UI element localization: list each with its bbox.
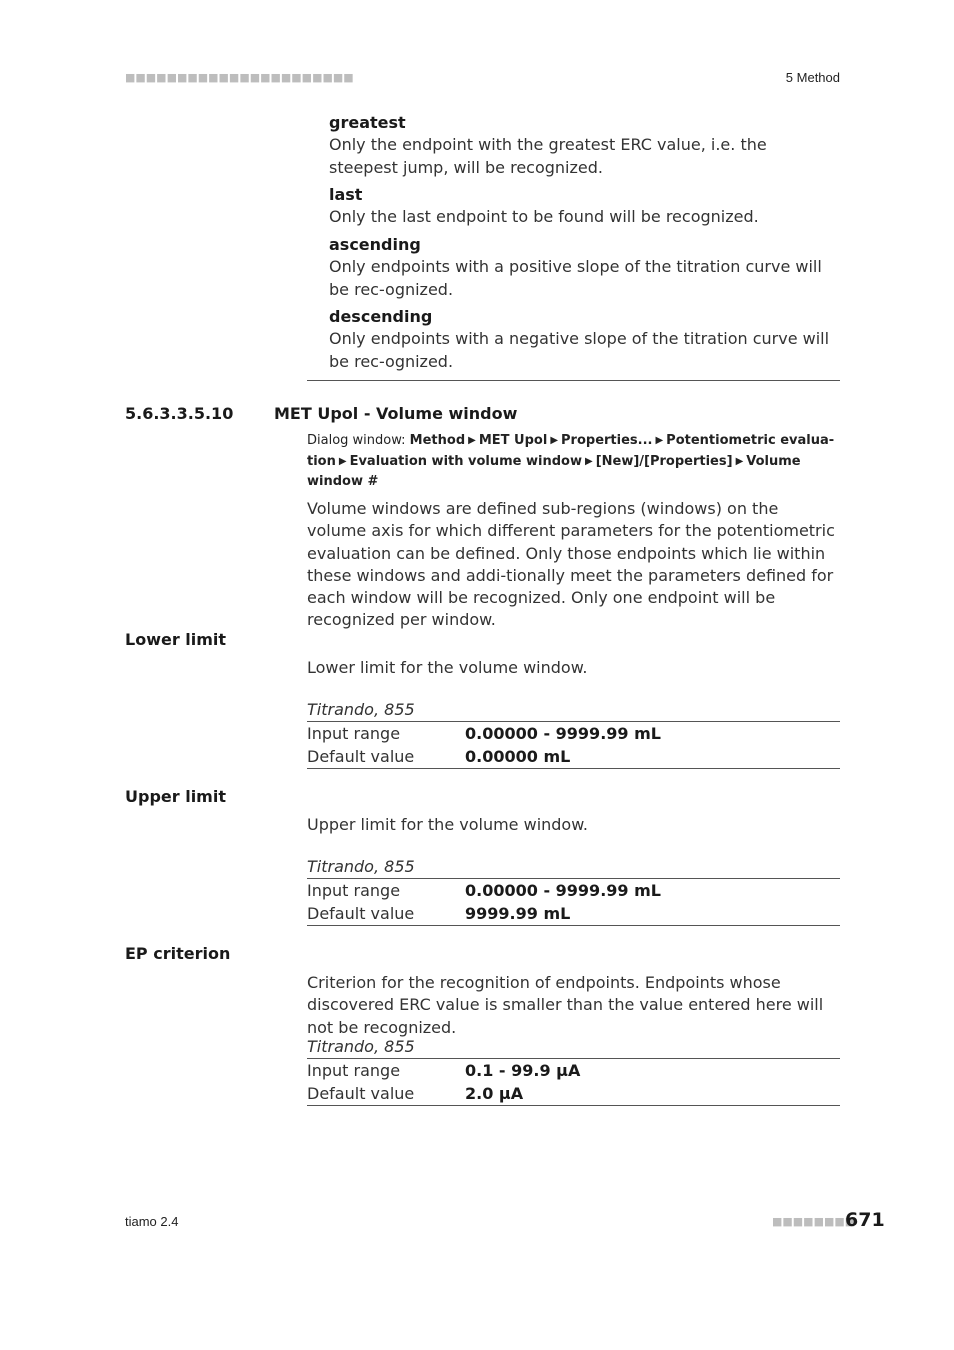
table-row xyxy=(307,1082,840,1106)
option-greatest xyxy=(329,112,844,179)
section-number: 5.6.3.3.5.10 xyxy=(125,404,234,423)
param-table xyxy=(307,699,840,769)
param-name: Upper limit xyxy=(125,787,226,806)
table-row xyxy=(307,902,840,926)
path-item: Method xyxy=(409,433,466,448)
section-title: MET Upol - Volume window xyxy=(274,404,518,423)
option-description: Only the last endpoint to be found will be recognized. xyxy=(329,207,759,226)
row-label: Input range xyxy=(307,881,401,900)
option-description: Only endpoints with a positive slope of the titration curve will be rec-ognized. xyxy=(329,257,822,299)
param-description: Criterion for the recognition of endpoints. Endpoints whose discovered ERC value is smaller than the value entered here will not be recognized. xyxy=(307,973,824,1037)
row-value: 0.00000 - 9999.99 mL xyxy=(465,881,661,900)
path-item: Properties... xyxy=(561,433,653,448)
row-value: 9999.99 mL xyxy=(465,904,571,923)
row-label: Input range xyxy=(307,724,401,743)
option-last xyxy=(329,184,844,229)
section-intro: Volume windows are defined sub-regions (windows) on the volume axis for which different parameters for the potentiometric evaluation can be defined. Only those endpoints which lie within these windows and addi-tionally meet the parameters defined for each window will be recognized. Only one endpoint will be recognized per window. xyxy=(307,499,835,630)
param-table xyxy=(307,856,840,926)
option-ascending xyxy=(329,234,844,301)
row-label: Default value xyxy=(307,747,415,766)
header-decoration: ■■■■■■■■■■■■■■■■■■■■■■ xyxy=(125,71,354,84)
row-value: 0.00000 mL xyxy=(465,747,571,766)
option-term: last xyxy=(329,185,363,204)
param-name: EP criterion xyxy=(125,944,231,963)
dialog-label: Dialog window: xyxy=(307,433,406,448)
footer-decoration: ■■■■■■■■ xyxy=(772,1215,856,1228)
param-name: Lower limit xyxy=(125,630,227,649)
table-row xyxy=(307,878,840,902)
path-item: Potentiometric evalua-tion xyxy=(307,433,835,469)
row-value: 2.0 µA xyxy=(465,1084,524,1103)
option-term: ascending xyxy=(329,235,421,254)
device-caption: Titrando, 855 xyxy=(307,700,415,719)
option-term: descending xyxy=(329,307,433,326)
row-value: 0.00000 - 9999.99 mL xyxy=(465,724,661,743)
device-caption: Titrando, 855 xyxy=(307,857,415,876)
path-item: MET Upol xyxy=(478,433,548,448)
triangle-right-icon: ▶ xyxy=(585,455,593,467)
triangle-right-icon: ▶ xyxy=(655,435,664,446)
triangle-right-icon: ▶ xyxy=(550,435,559,446)
option-descending xyxy=(329,306,844,373)
row-label: Default value xyxy=(307,1084,415,1103)
option-description: Only the endpoint with the greatest ERC value, i.e. the steepest jump, will be recognized. xyxy=(329,135,767,177)
table-row xyxy=(307,721,840,745)
param-description: Lower limit for the volume window. xyxy=(307,658,588,677)
param-description: Upper limit for the volume window. xyxy=(307,815,588,834)
row-label: Default value xyxy=(307,904,415,923)
device-caption: Titrando, 855 xyxy=(307,1037,415,1056)
divider xyxy=(307,380,840,381)
page-number: 671 xyxy=(845,1209,885,1231)
path-item: [New]/[Properties] xyxy=(595,453,733,469)
row-label: Input range xyxy=(307,1061,401,1080)
triangle-right-icon: ▶ xyxy=(468,435,476,446)
table-row xyxy=(307,1058,840,1082)
product-name: tiamo 2.4 xyxy=(125,1214,179,1229)
dialog-path xyxy=(307,431,837,492)
triangle-right-icon: ▶ xyxy=(735,455,744,467)
triangle-right-icon: ▶ xyxy=(338,455,347,467)
param-table xyxy=(307,1036,840,1106)
path-item: Evaluation with volume window xyxy=(349,453,582,469)
row-value: 0.1 - 99.9 µA xyxy=(465,1061,581,1080)
path-item: Volume window # xyxy=(307,453,801,489)
option-description: Only endpoints with a negative slope of the titration curve will be rec-ognized. xyxy=(329,329,830,371)
chapter-title: 5 Method xyxy=(785,70,840,85)
table-row xyxy=(307,745,840,769)
option-term: greatest xyxy=(329,113,406,132)
